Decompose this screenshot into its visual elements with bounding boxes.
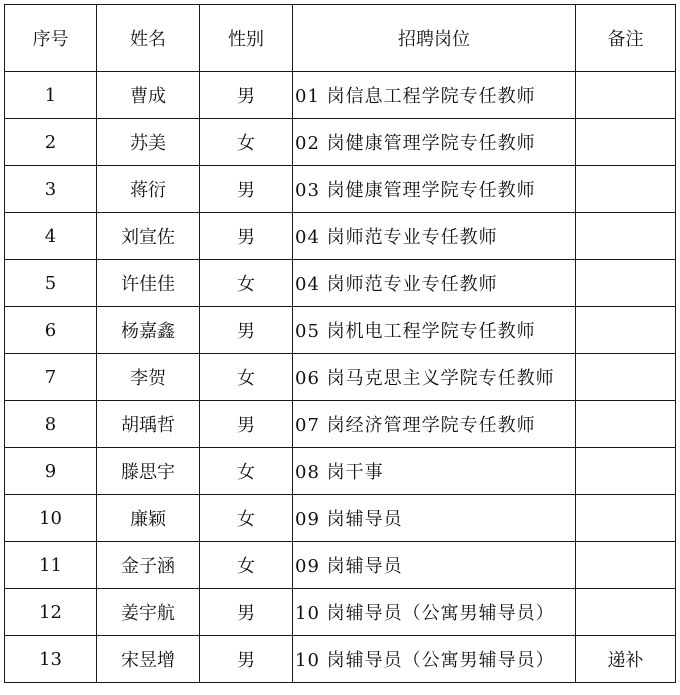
cell-gender: 男 bbox=[200, 213, 293, 260]
cell-name: 宋昱增 bbox=[97, 636, 200, 683]
cell-name: 廉颖 bbox=[97, 495, 200, 542]
cell-note bbox=[576, 166, 676, 213]
cell-position: 09 岗辅导员 bbox=[293, 495, 576, 542]
cell-position: 04 岗师范专业专任教师 bbox=[293, 213, 576, 260]
cell-note: 递补 bbox=[576, 636, 676, 683]
cell-gender: 男 bbox=[200, 72, 293, 119]
cell-gender: 男 bbox=[200, 166, 293, 213]
cell-note bbox=[576, 542, 676, 589]
cell-position: 01 岗信息工程学院专任教师 bbox=[293, 72, 576, 119]
cell-serial-number: 13 bbox=[5, 636, 97, 683]
cell-position: 03 岗健康管理学院专任教师 bbox=[293, 166, 576, 213]
cell-serial-number: 5 bbox=[5, 260, 97, 307]
cell-note bbox=[576, 307, 676, 354]
header-gender: 性别 bbox=[200, 5, 293, 72]
header-position: 招聘岗位 bbox=[293, 5, 576, 72]
header-serial-number: 序号 bbox=[5, 5, 97, 72]
header-row bbox=[5, 5, 676, 72]
table-row bbox=[5, 495, 676, 542]
cell-serial-number: 12 bbox=[5, 589, 97, 636]
cell-gender: 男 bbox=[200, 401, 293, 448]
cell-position: 05 岗机电工程学院专任教师 bbox=[293, 307, 576, 354]
cell-position: 07 岗经济管理学院专任教师 bbox=[293, 401, 576, 448]
cell-name: 李贺 bbox=[97, 354, 200, 401]
cell-position: 09 岗辅导员 bbox=[293, 542, 576, 589]
table-row bbox=[5, 354, 676, 401]
table-row bbox=[5, 260, 676, 307]
table-row bbox=[5, 166, 676, 213]
recruitment-table bbox=[4, 4, 676, 683]
table-row bbox=[5, 119, 676, 166]
cell-serial-number: 1 bbox=[5, 72, 97, 119]
cell-position: 10 岗辅导员（公寓男辅导员） bbox=[293, 636, 576, 683]
cell-note bbox=[576, 119, 676, 166]
cell-name: 许佳佳 bbox=[97, 260, 200, 307]
table-row bbox=[5, 636, 676, 683]
cell-serial-number: 4 bbox=[5, 213, 97, 260]
cell-gender: 女 bbox=[200, 542, 293, 589]
cell-name: 滕思宇 bbox=[97, 448, 200, 495]
cell-serial-number: 3 bbox=[5, 166, 97, 213]
table-row bbox=[5, 589, 676, 636]
cell-gender: 女 bbox=[200, 260, 293, 307]
table-row bbox=[5, 448, 676, 495]
table-body bbox=[5, 72, 676, 683]
cell-position: 06 岗马克思主义学院专任教师 bbox=[293, 354, 576, 401]
cell-position: 02 岗健康管理学院专任教师 bbox=[293, 119, 576, 166]
cell-gender: 男 bbox=[200, 589, 293, 636]
cell-name: 刘宣佐 bbox=[97, 213, 200, 260]
cell-name: 胡瑀哲 bbox=[97, 401, 200, 448]
cell-serial-number: 11 bbox=[5, 542, 97, 589]
cell-position: 04 岗师范专业专任教师 bbox=[293, 260, 576, 307]
cell-serial-number: 10 bbox=[5, 495, 97, 542]
cell-note bbox=[576, 448, 676, 495]
cell-position: 08 岗干事 bbox=[293, 448, 576, 495]
cell-serial-number: 7 bbox=[5, 354, 97, 401]
cell-note bbox=[576, 72, 676, 119]
cell-serial-number: 2 bbox=[5, 119, 97, 166]
table-header bbox=[5, 5, 676, 72]
cell-position: 10 岗辅导员（公寓男辅导员） bbox=[293, 589, 576, 636]
cell-note bbox=[576, 495, 676, 542]
cell-name: 杨嘉鑫 bbox=[97, 307, 200, 354]
cell-gender: 男 bbox=[200, 636, 293, 683]
cell-note bbox=[576, 401, 676, 448]
table-row bbox=[5, 542, 676, 589]
cell-note bbox=[576, 589, 676, 636]
cell-note bbox=[576, 354, 676, 401]
table-row bbox=[5, 401, 676, 448]
table-row bbox=[5, 72, 676, 119]
cell-serial-number: 6 bbox=[5, 307, 97, 354]
cell-gender: 女 bbox=[200, 495, 293, 542]
header-name: 姓名 bbox=[97, 5, 200, 72]
cell-note bbox=[576, 260, 676, 307]
cell-gender: 男 bbox=[200, 307, 293, 354]
cell-name: 苏美 bbox=[97, 119, 200, 166]
cell-name: 姜宇航 bbox=[97, 589, 200, 636]
header-note: 备注 bbox=[576, 5, 676, 72]
cell-note bbox=[576, 213, 676, 260]
cell-name: 蒋衍 bbox=[97, 166, 200, 213]
cell-serial-number: 9 bbox=[5, 448, 97, 495]
cell-serial-number: 8 bbox=[5, 401, 97, 448]
table-row bbox=[5, 307, 676, 354]
cell-name: 曹成 bbox=[97, 72, 200, 119]
cell-gender: 女 bbox=[200, 119, 293, 166]
cell-gender: 女 bbox=[200, 354, 293, 401]
cell-gender: 女 bbox=[200, 448, 293, 495]
table-row bbox=[5, 213, 676, 260]
cell-name: 金子涵 bbox=[97, 542, 200, 589]
